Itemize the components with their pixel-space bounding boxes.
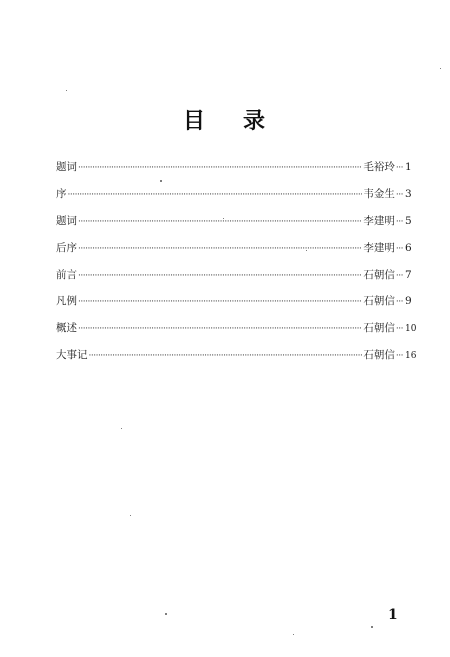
- toc-entry-author: 石朝信: [363, 295, 395, 308]
- scan-speck: [293, 634, 294, 635]
- toc-trail-dots: ···: [395, 297, 403, 308]
- page-number: 1: [388, 607, 398, 623]
- scan-speck: [165, 613, 167, 615]
- page-title: [0, 104, 450, 135]
- scan-speck: [130, 515, 131, 516]
- toc-entry-preface[interactable]: [56, 187, 417, 214]
- scan-speck: [66, 90, 67, 91]
- toc-leader-dots: [78, 322, 362, 336]
- toc-trail-dots: ···: [395, 270, 403, 281]
- scan-speck: [371, 626, 373, 628]
- toc-entry-page: 6: [405, 241, 412, 254]
- toc-leader-dots: [89, 349, 363, 363]
- scan-speck: [160, 180, 162, 182]
- scan-speck: [223, 218, 224, 219]
- toc-trail-dots: ···: [395, 216, 403, 227]
- toc-entry-label: 题词: [56, 161, 77, 173]
- toc-entry-author: 石朝信: [363, 349, 395, 362]
- toc-entry-label: 概述: [56, 322, 77, 335]
- toc-trail-dots: ···: [395, 189, 403, 200]
- toc-entry-page: 9: [405, 295, 412, 308]
- toc-entry-dedication-2[interactable]: [56, 214, 417, 241]
- toc-leader-dots: [68, 188, 363, 202]
- scan-speck: [440, 68, 441, 69]
- toc-trail-dots: ···: [395, 243, 403, 254]
- toc-entry-chronicle[interactable]: [56, 348, 417, 375]
- toc-entry-page: 16: [405, 351, 417, 362]
- toc-entry-overview[interactable]: [56, 321, 417, 348]
- toc-entry-page: 7: [405, 268, 412, 281]
- toc-entry-dedication-1[interactable]: [56, 160, 417, 187]
- toc-leader-dots: [78, 215, 362, 229]
- toc-trail-dots: ···: [395, 351, 403, 362]
- table-of-contents: [56, 160, 417, 375]
- scan-speck: [306, 250, 307, 251]
- toc-entry-author: 石朝信: [363, 322, 395, 335]
- toc-leader-dots: [78, 295, 362, 309]
- scan-speck: [121, 428, 122, 429]
- toc-entry-author: 毛裕玲: [363, 161, 395, 173]
- toc-entry-label: 前言: [56, 268, 77, 281]
- toc-entry-page: 3: [405, 187, 412, 200]
- toc-entry-label: 后序: [56, 241, 77, 254]
- toc-entry-page: 5: [405, 214, 412, 227]
- toc-trail-dots: ···: [395, 163, 403, 173]
- toc-entry-guidelines[interactable]: [56, 294, 417, 321]
- toc-entry-label: 大事记: [56, 349, 88, 362]
- toc-entry-author: 李建明: [363, 241, 395, 254]
- toc-entry-page: 10: [405, 324, 417, 335]
- title-char-2: 录: [243, 108, 268, 134]
- toc-entry-label: 题词: [56, 214, 77, 227]
- toc-entry-author: 韦金生: [363, 187, 395, 200]
- title-char-1: 目: [182, 108, 207, 134]
- toc-entry-label: 序: [56, 187, 67, 200]
- toc-entry-page: 1: [405, 161, 412, 173]
- toc-leader-dots: [78, 242, 362, 256]
- toc-entry-postscript[interactable]: [56, 241, 417, 268]
- toc-entry-label: 凡例: [56, 295, 77, 308]
- toc-trail-dots: ···: [395, 324, 403, 335]
- toc-leader-dots: [78, 161, 362, 175]
- toc-entry-foreword[interactable]: [56, 268, 417, 295]
- toc-leader-dots: [78, 269, 362, 283]
- toc-entry-author: 李建明: [363, 214, 395, 227]
- toc-entry-author: 石朝信: [363, 268, 395, 281]
